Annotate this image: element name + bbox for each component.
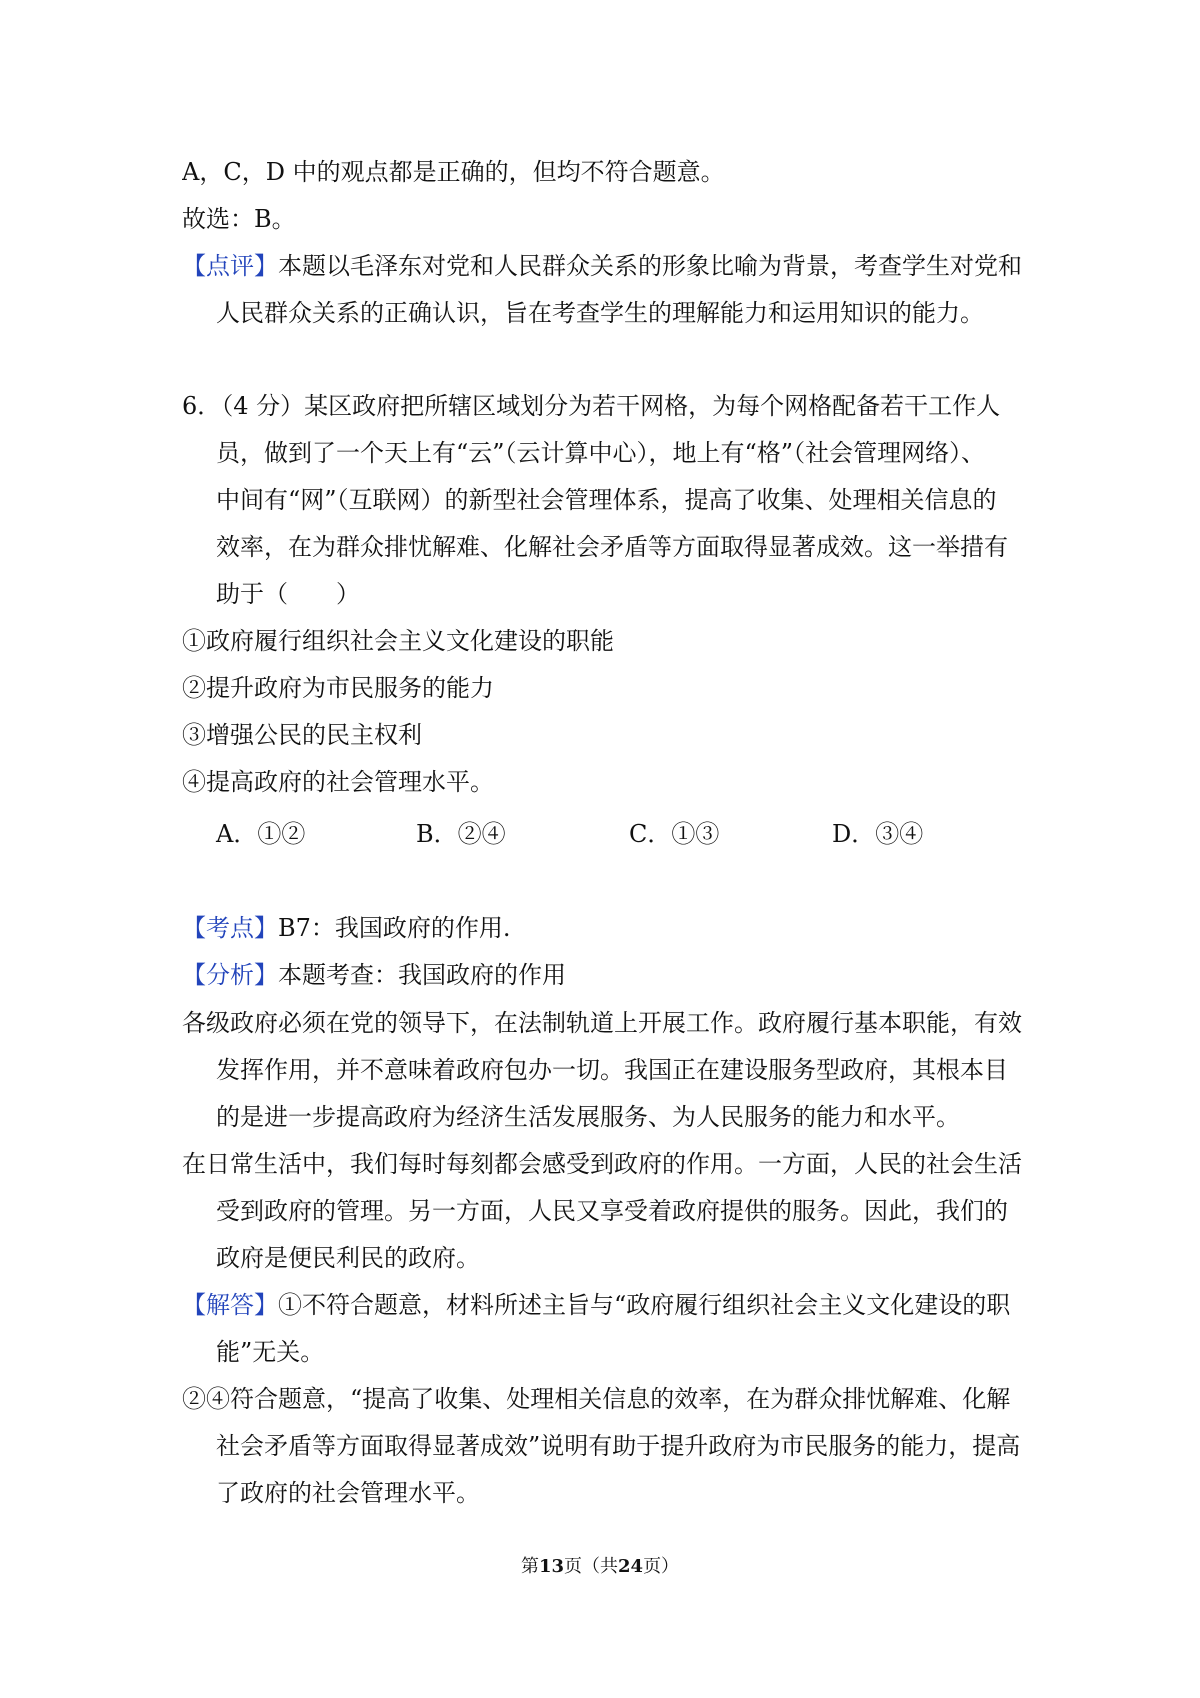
- fenxi-line: [182, 955, 1032, 995]
- question-stem-line: 助于（ ）: [216, 580, 360, 608]
- footer-total-pages: 24: [618, 1556, 644, 1577]
- footer-page-number: 13: [538, 1556, 564, 1577]
- analysis-paragraph-line: 受到政府的管理。另一方面，人民又享受着政府提供的服务。因此，我们的: [216, 1197, 1008, 1225]
- fenxi-text: 本题考查：我国政府的作用: [278, 961, 566, 989]
- answer-explanation-line: A，C，D 中的观点都是正确的，但均不符合题意。: [182, 158, 725, 186]
- analysis-paragraph-line: 的是进一步提高政府为经济生活发展服务、为人民服务的能力和水平。: [216, 1103, 960, 1131]
- jieda-tag: 【解答】: [182, 1291, 278, 1319]
- fenxi-tag: 【分析】: [182, 961, 278, 989]
- option-d: D．③④: [832, 820, 924, 848]
- option-c: C．①③: [629, 820, 720, 848]
- jieda-line: [182, 1285, 1032, 1325]
- footer-prefix: 第: [520, 1556, 539, 1577]
- question-stem-line: 员，做到了一个天上有“云”（云计算中心），地上有“格”（社会管理网络）、: [216, 439, 986, 467]
- kaodian-text: B7：我国政府的作用.: [278, 914, 511, 942]
- comment-line-continued: 人民群众关系的正确认识，旨在考查学生的理解能力和运用知识的能力。: [216, 299, 984, 327]
- statement-item: ④提高政府的社会管理水平。: [182, 768, 494, 796]
- footer-suffix: 页）: [643, 1556, 680, 1577]
- comment-tag: 【点评】: [182, 252, 278, 280]
- analysis-paragraph-line: 政府是便民利民的政府。: [216, 1244, 480, 1272]
- question-stem-line: 6．（4 分）某区政府把所辖区域划分为若干网格，为每个网格配备若干工作人: [182, 392, 1001, 420]
- analysis-paragraph-line: 发挥作用，并不意味着政府包办一切。我国正在建设服务型政府，其根本目: [216, 1056, 1008, 1084]
- comment-text: 本题以毛泽东对党和人民群众关系的形象比喻为背景，考查学生对党和: [278, 252, 1022, 280]
- jieda-text: ①不符合题意，材料所述主旨与“政府履行组织社会主义文化建设的职: [278, 1291, 1011, 1319]
- question-stem-line: 中间有“网”（互联网）的新型社会管理体系，提高了收集、处理相关信息的: [216, 486, 997, 514]
- comment-line: [182, 246, 1032, 286]
- statement-item: ②提升政府为市民服务的能力: [182, 674, 494, 702]
- analysis-paragraph-line: 在日常生活中，我们每时每刻都会感受到政府的作用。一方面，人民的社会生活: [182, 1150, 1022, 1178]
- statement-item: ①政府履行组织社会主义文化建设的职能: [182, 627, 614, 655]
- answer-paragraph-line: ②④符合题意，“提高了收集、处理相关信息的效率，在为群众排忧解难、化解: [182, 1385, 1011, 1413]
- jieda-line-continued: 能”无关。: [216, 1338, 325, 1366]
- analysis-paragraph-line: 各级政府必须在党的领导下，在法制轨道上开展工作。政府履行基本职能，有效: [182, 1009, 1022, 1037]
- kaodian-tag: 【考点】: [182, 914, 278, 942]
- option-b: B．②④: [416, 820, 506, 848]
- option-a: A．①②: [216, 820, 306, 848]
- chosen-answer-line: 故选：B。: [182, 205, 296, 233]
- kaodian-line: [182, 908, 1032, 948]
- footer-middle: 页（共: [564, 1556, 618, 1577]
- answer-paragraph-line: 了政府的社会管理水平。: [216, 1479, 480, 1507]
- question-stem-line: 效率，在为群众排忧解难、化解社会矛盾等方面取得显著成效。这一举措有: [216, 533, 1008, 561]
- page-footer: [0, 1552, 1200, 1582]
- answer-paragraph-line: 社会矛盾等方面取得显著成效”说明有助于提升政府为市民服务的能力，提高: [216, 1432, 1021, 1460]
- statement-item: ③增强公民的民主权利: [182, 721, 422, 749]
